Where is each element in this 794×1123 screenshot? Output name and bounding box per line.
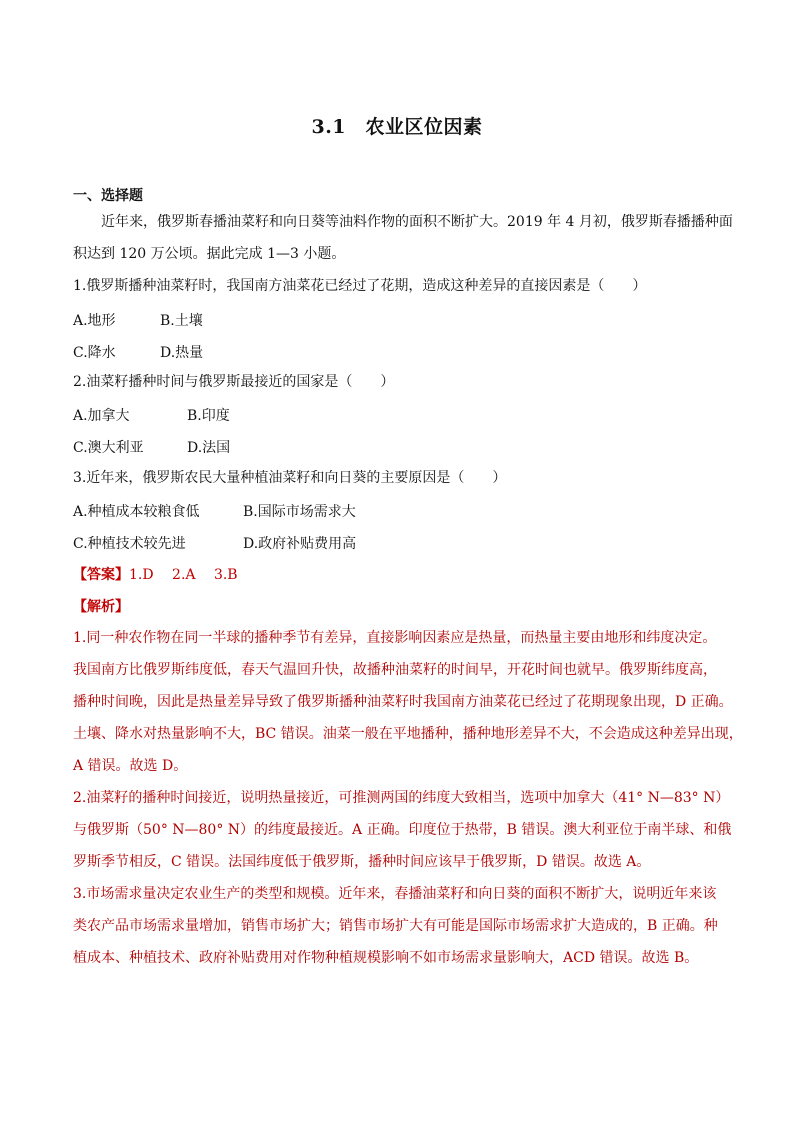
analysis-line: 与俄罗斯（50° N—80° N）的纬度最接近。A 正确。印度位于热带，B 错误。澳大利亚位于南半球、和俄 [73,822,732,838]
analysis-line: 罗斯季节相反，C 错误。法国纬度低于俄罗斯，播种时间应该早于俄罗斯，D 错误。故选 A。 [73,854,651,870]
option: B.印度 [187,408,230,424]
option: C.降水 [73,345,116,361]
answer-label: 【答案】 [73,567,129,583]
analysis-line: A 错误。故选 D。 [73,758,188,774]
intro-line: 积达到 120 万公顷。据此完成 1—3 小题。 [73,246,346,262]
analysis-line: 1.同一种农作物在同一半球的播种季节有差异，直接影响因素应是热量，而热量主要由地形和纬度决定。 [73,630,717,646]
analysis-line: 类农产品市场需求量增加，销售市场扩大；销售市场扩大有可能是国际市场需求扩大造成的，B 正确。种 [73,918,718,934]
analysis-line: 3.市场需求量决定农业生产的类型和规模。近年来，春播油菜籽和向日葵的面积不断扩大，说明近年来该 [73,886,717,902]
question-stem: 3.近年来，俄罗斯农民大量种植油菜籽和向日葵的主要原因是（ ） [73,470,507,486]
analysis-line: 植成本、种植技术、政府补贴费用对作物种植规模影响不如市场需求量影响大，ACD 错误。故选 B。 [73,950,699,966]
intro-line: 近年来，俄罗斯春播油菜籽和向日葵等油料作物的面积不断扩大。2019 年 4 月初，俄罗斯春播播种面 [101,214,733,230]
question-stem: 1.俄罗斯播种油菜籽时，我国南方油菜花已经过了花期，造成这种差异的直接因素是（ ） [73,278,647,294]
page-title: 3.1 农业区位因素 [311,116,483,138]
option: C.澳大利亚 [73,440,144,456]
section-heading: 一、选择题 [73,188,143,204]
analysis-line: 土壤、降水对热量影响不大，BC 错误。油菜一般在平地播种，播种地形差异不大，不会造成这种差异出现， [73,726,743,742]
option: D.法国 [187,440,231,456]
analysis-heading [73,596,129,616]
option: D.热量 [160,345,204,361]
option: C.种植技术较先进 [73,536,186,552]
option: A.加拿大 [73,408,130,424]
analysis-line: 播种时间晚，因此是热量差异导致了俄罗斯播种油菜籽时我国南方油菜花已经过了花期现象出现，D 正确。 [73,694,733,710]
option: B.国际市场需求大 [243,504,356,520]
question-stem: 2.油菜籽播种时间与俄罗斯最接近的国家是（ ） [73,374,395,390]
option: B.土壤 [160,313,203,329]
answer-line [73,564,238,584]
analysis-line: 2.油菜籽的播种时间接近，说明热量接近，可推测两国的纬度大致相当，选项中加拿大（41° N—83° N） [73,790,730,806]
option: A.地形 [73,313,116,329]
option: A.种植成本较粮食低 [73,504,200,520]
analysis-label: 【解析】 [73,599,129,615]
answer-text: 1.D 2.A 3.B [129,567,238,583]
analysis-line: 我国南方比俄罗斯纬度低，春天气温回升快，故播种油菜籽的时间早，开花时间也就早。俄罗斯纬度高， [73,662,717,678]
option: D.政府补贴费用高 [243,536,357,552]
